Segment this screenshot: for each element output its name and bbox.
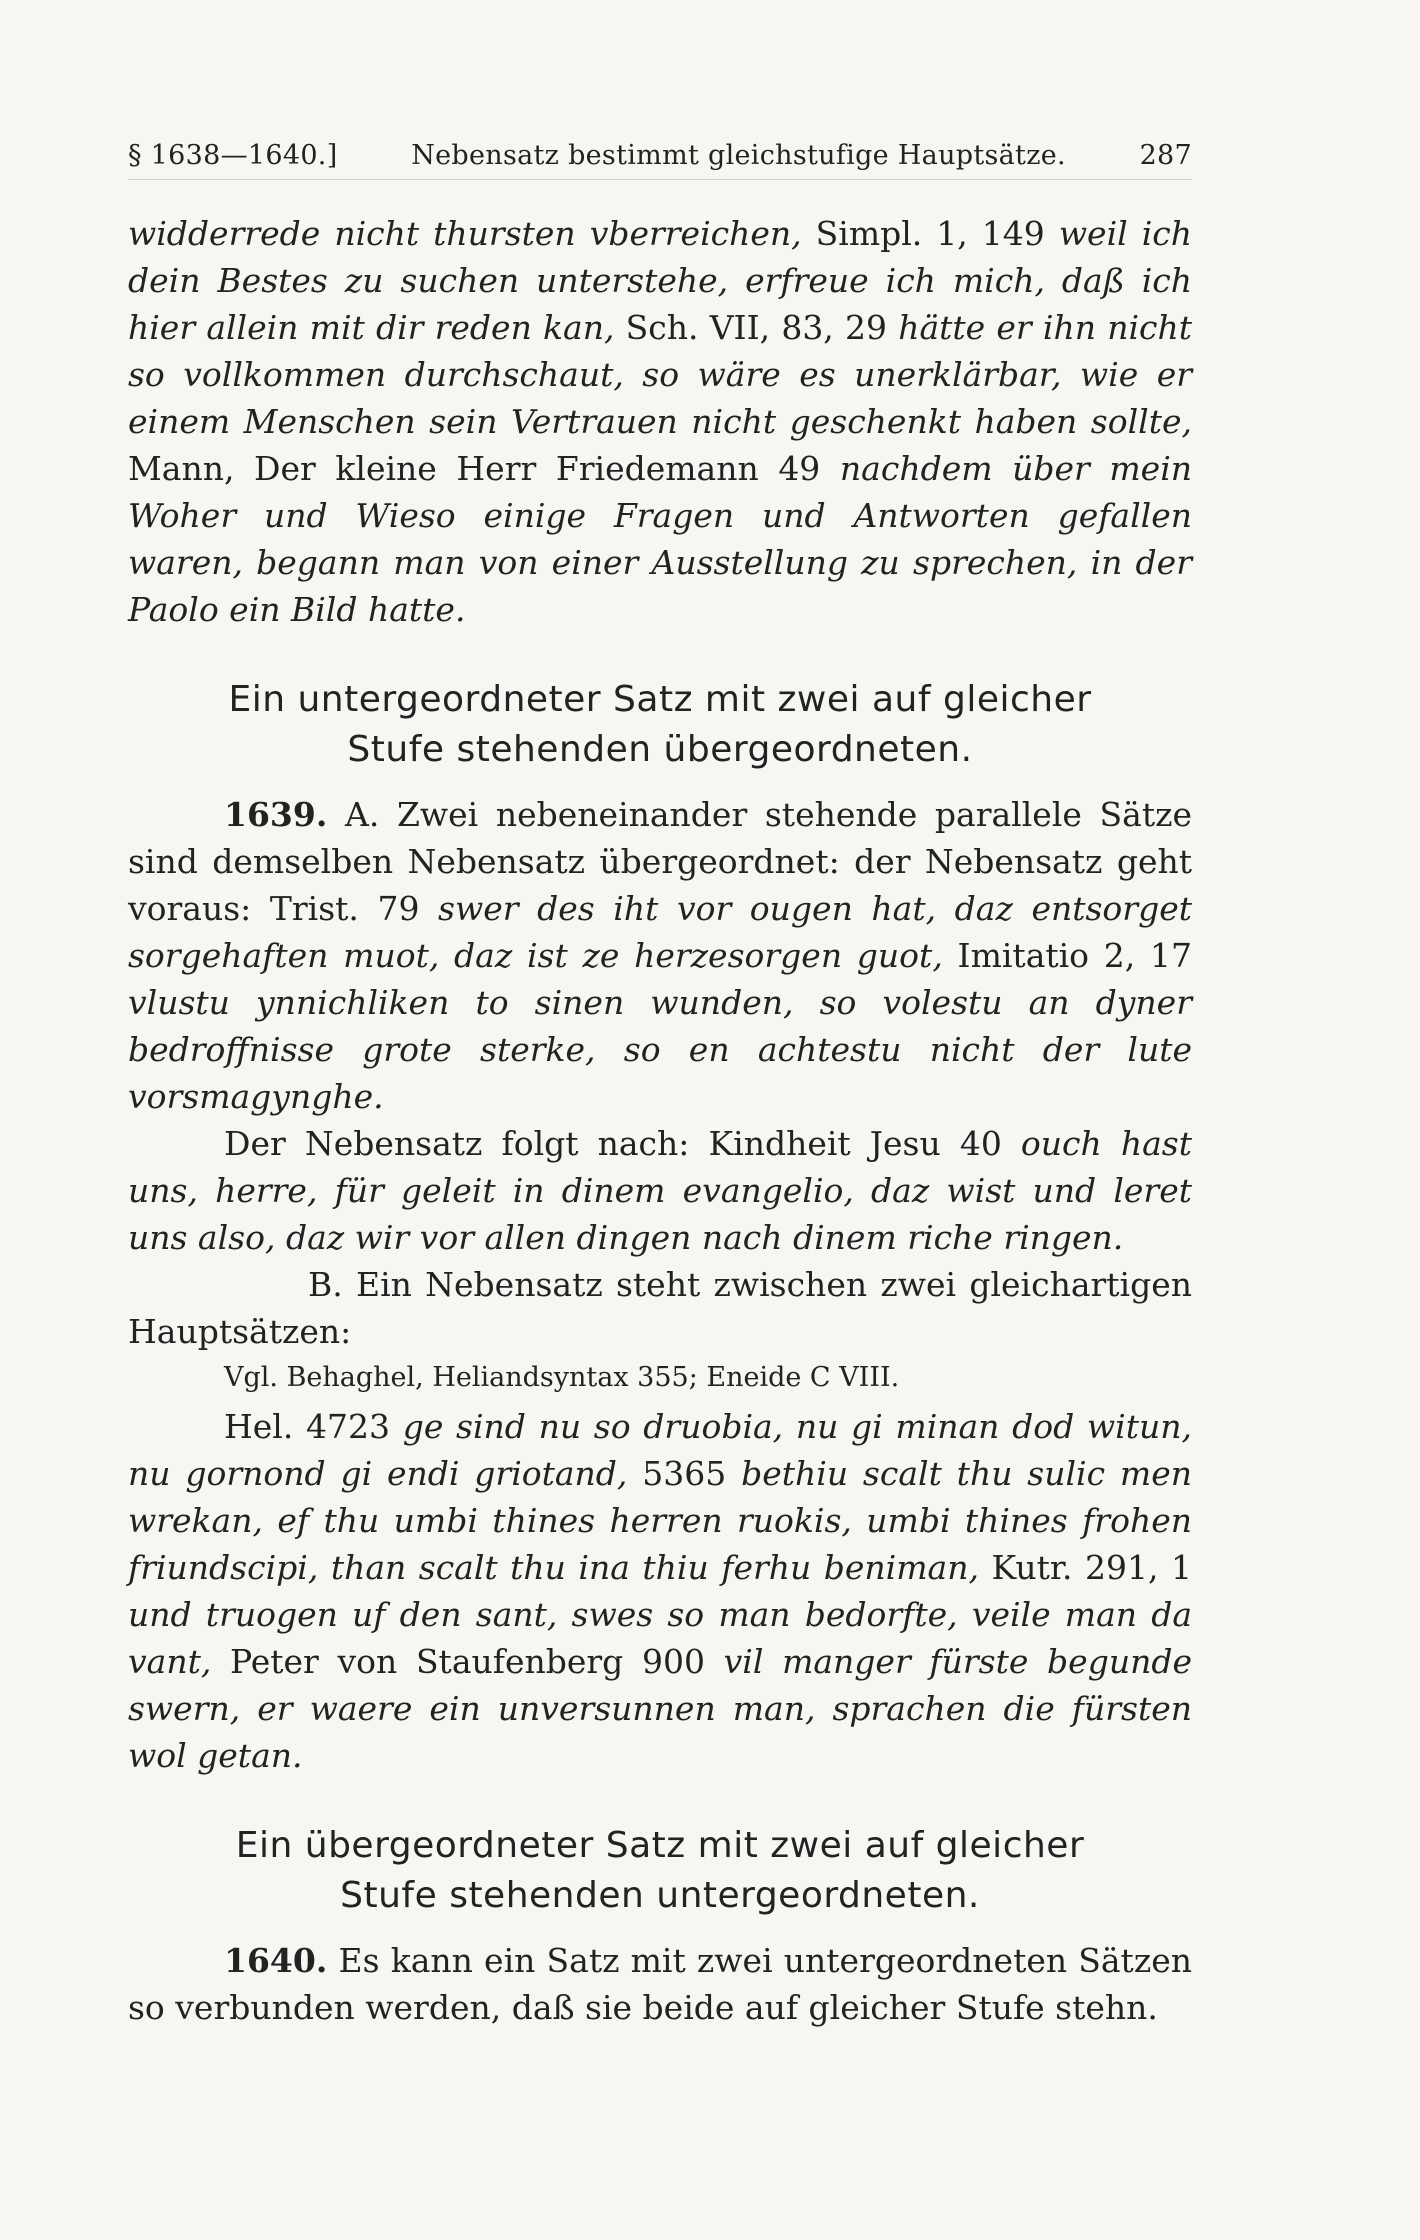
example-text: vlustu ynnichliken to sinen wunden, so volestu an dyner bedroffnisse grote sterke, so en achtestu nicht der lute vorsmagynghe.: [128, 983, 1192, 1116]
citation: Peter von Staufenberg 900: [211, 1642, 724, 1681]
example-text: bethiu scalt thu sulic men wrekan, ef thu umbi thines herren ruokis, umbi thines frohen friundscipi, than scalt thu ina thiu ferhu beniman,: [128, 1454, 1192, 1587]
section-number: 1640.: [224, 1941, 328, 1980]
example-text: nachdem über mein Woher und Wieso einige Fragen und Antworten gefallen waren, begann man von einer Ausstellung zu sprechen, in der Paolo ein Bild hatte.: [128, 449, 1193, 629]
example-text: swer des iht vor ougen hat, daz entsorget sorgehaften muot, daz ist ze herzesorgen guot,: [128, 889, 1192, 975]
page-number: 287: [1139, 140, 1192, 171]
citation: Simpl. 1, 149: [801, 214, 1059, 253]
heading-line: Ein übergeordneter Satz mit zwei auf gleicher: [235, 1825, 1085, 1866]
section-range: § 1638—1640.]: [128, 140, 338, 171]
heading-line: Stufe stehenden untergeordneten.: [340, 1875, 980, 1916]
paragraph-1639: [128, 791, 1192, 1120]
example-text: vil manger fürste begunde swern, er waere ein unversunnen man, sprachen die fürsten wol getan.: [128, 1642, 1192, 1775]
reference-note: Vgl. Behaghel, Heliandsyntax 355; Eneide C VIII.: [224, 1362, 900, 1393]
example-text: und truogen uf den sant, swes so man bedorfte, veile man da vant,: [128, 1595, 1192, 1681]
section-heading-1: [128, 675, 1192, 775]
citation: Imitatio 2, 17: [942, 936, 1192, 975]
running-title: Nebensatz bestimmt gleichstufige Hauptsätze.: [411, 140, 1066, 171]
example-text: ge sind nu so druobia, nu gi minan dod witun, nu gornond gi endi griotand,: [128, 1407, 1192, 1493]
heading-line: Stufe stehenden übergeordneten.: [347, 729, 973, 770]
citation: Mann, Der kleine Herr Friedemann 49: [128, 449, 840, 488]
citation: Kutr. 291, 1: [978, 1548, 1192, 1587]
section-number: 1639.: [224, 795, 328, 834]
example-text: weil ich dein Bestes zu suchen unterstehe, erfreue ich mich, daß ich hier allein mit dir reden kan,: [128, 214, 1193, 347]
section-heading-2: [128, 1821, 1192, 1921]
example-text: widderrede nicht thursten vberreichen,: [128, 214, 802, 253]
paragraph-examples-top: [128, 210, 1192, 633]
citation: 5365: [627, 1454, 742, 1493]
body-text: B. Ein Nebensatz steht zwischen zwei gleichartigen Hauptsätzen:: [128, 1265, 1192, 1351]
paragraph-heliand: [128, 1403, 1192, 1779]
paragraph-1640: [128, 1937, 1192, 2031]
example-text: hätte er ihn nicht so vollkommen durchschaut, so wäre es unerklärbar, wie er einem Menschen sein Vertrauen nicht geschenkt haben sollte,: [128, 308, 1192, 441]
heading-line: Ein untergeordneter Satz mit zwei auf gleicher: [228, 679, 1092, 720]
citation: Hel. 4723: [224, 1407, 403, 1446]
body-text: A. Zwei nebeneinander stehende parallele Sätze sind demselben Nebensatz übergeordnet: der Nebensatz geht voraus: Trist. 79: [128, 795, 1192, 928]
example-text: ouch hast uns, herre, für geleit in dinem evangelio, daz wist und leret uns also, daz wir vor allen dingen nach dinem riche ringen.: [128, 1124, 1192, 1257]
running-head: [128, 140, 1192, 180]
citation: Sch. VII, 83, 29: [614, 308, 899, 347]
paragraph-b: [128, 1261, 1192, 1355]
paragraph-follows: [128, 1120, 1192, 1261]
body-text: Es kann ein Satz mit zwei untergeordneten Sätzen so verbunden werden, daß sie beide auf gleicher Stufe stehn.: [128, 1941, 1192, 2027]
body-text: Der Nebensatz folgt nach: Kindheit Jesu 40: [224, 1124, 1021, 1163]
